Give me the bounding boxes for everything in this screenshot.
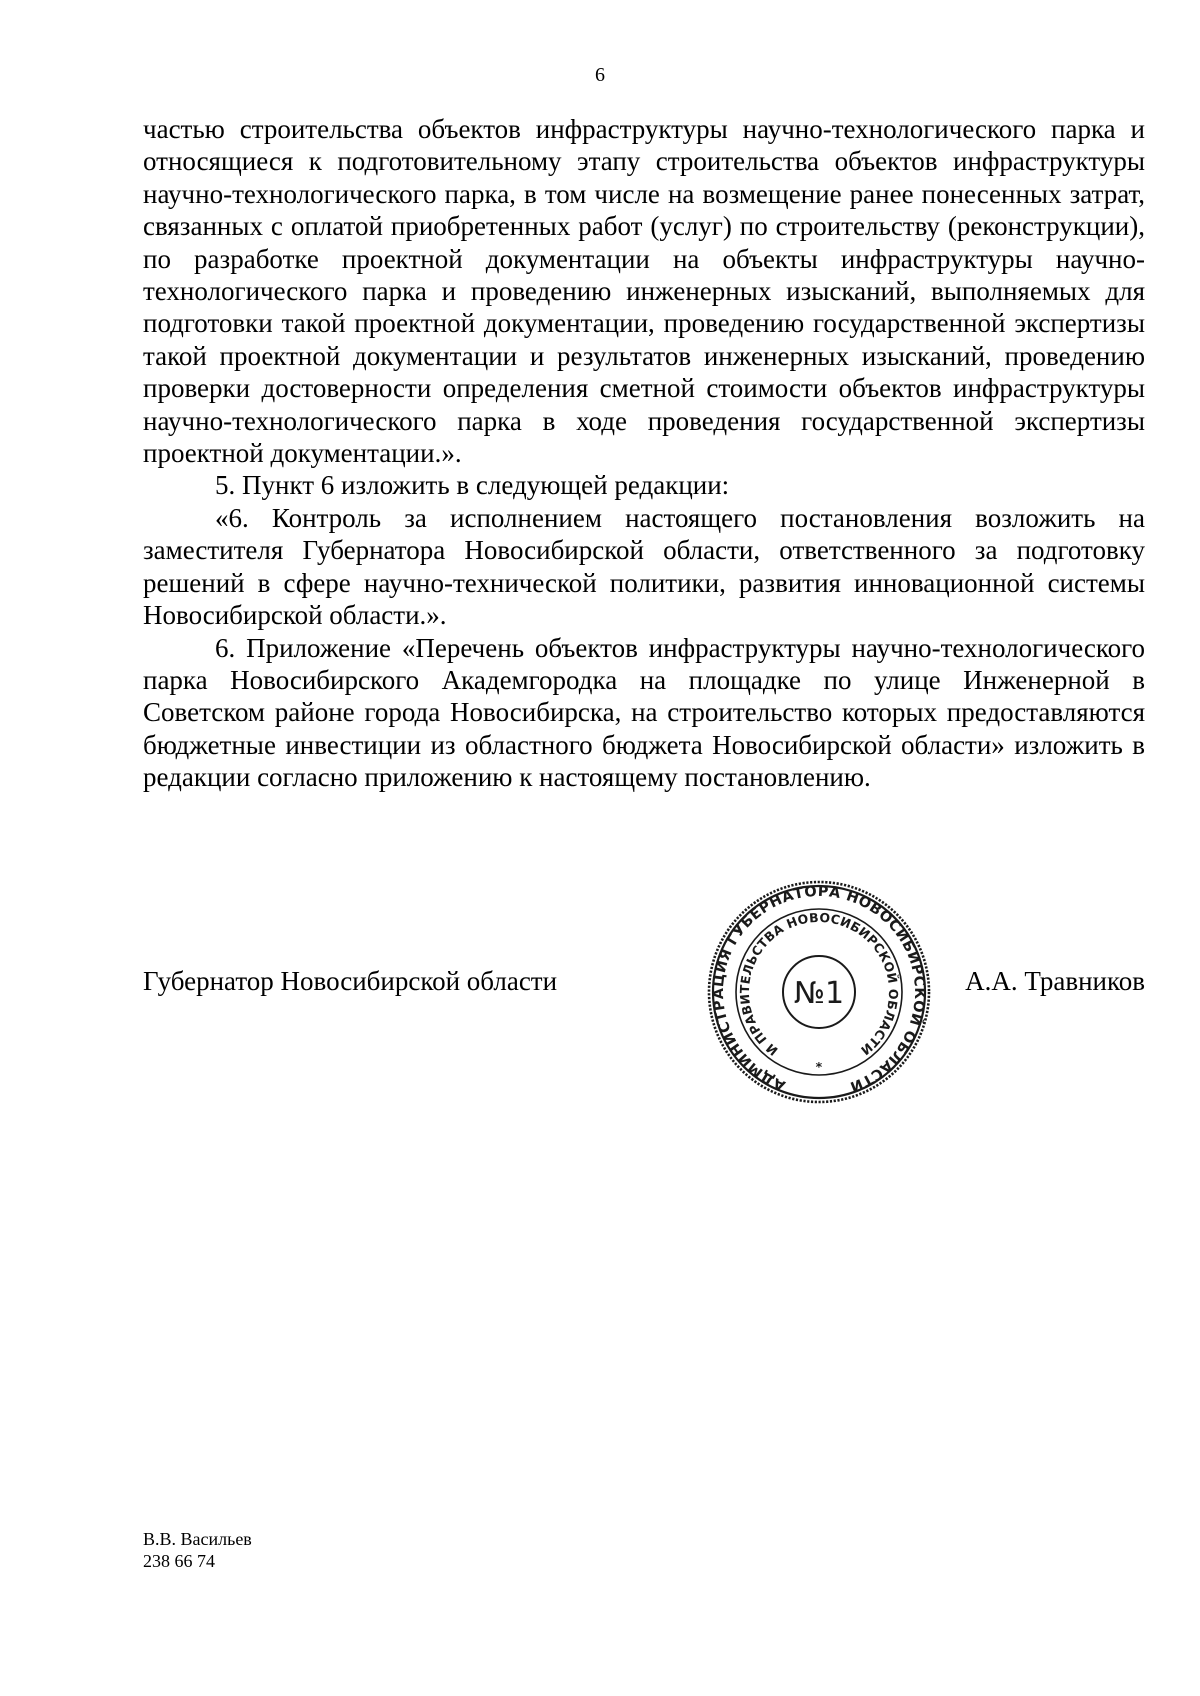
paragraph-continuation: частью строительства объектов инфраструктуры научно-технологического парка и относящиеся к подготовительному этапу строительства объектов инфраструктуры научно-технологического парка, в том числе на возмещение ранее понесенных затрат, связанных с оплатой приобретенных работ (услуг) по строительству (реконструкции), по разработке проектной документации на объекты инфраструктуры научно-технологического парка и проведению инженерных изысканий, выполняемых для подготовки такой проектной документации, проведению государственной экспертизы такой проектной документации и результатов инженерных изысканий, проведению проверки достоверности определения сметной стоимости объектов инфраструктуры научно-технологического парка в ходе проведения государственной экспертизы проектной документации.». <box>143 114 1145 469</box>
seal-inner-text: И ПРАВИТЕЛЬСТВА НОВОСИБИРСКОЙ ОБЛАСТИ <box>736 909 902 1059</box>
signature-block <box>143 963 1145 1003</box>
document-body <box>143 113 1145 794</box>
paragraph-item-6-appendix: 6. Приложение «Перечень объектов инфраструктуры научно-технологического парка Новосибирского Академгородка на площадке по улице Инженерной в Советском районе города Новосибирска, на строительство которых предоставляются бюджетные инвестиции из областного бюджета Новосибирской области» изложить в редакции согласно приложению к настоящему постановлению. <box>143 632 1145 793</box>
executor-name: В.В. Васильев <box>143 1529 252 1549</box>
signer-position: Губернатор Новосибирской области <box>143 966 558 996</box>
executor-info <box>143 1528 252 1572</box>
page-number: 6 <box>595 64 605 86</box>
seal-number: №1 <box>793 976 845 1011</box>
seal-graphic <box>706 879 932 1105</box>
paragraph-item-5: 5. Пункт 6 изложить в следующей редакции: <box>215 470 730 501</box>
seal-outer-text: АДМИНИСТРАЦИЯ ГУБЕРНАТОРА НОВОСИБИРСКОЙ ОБЛАСТИ <box>710 883 928 1095</box>
official-seal <box>706 879 932 1105</box>
seal-star: * <box>815 1059 823 1074</box>
executor-phone: 238 66 74 <box>143 1551 215 1571</box>
signer-name: А.А. Травников <box>965 966 1145 996</box>
paragraph-item-6-quote: «6. Контроль за исполнением настоящего постановления возложить на заместителя Губернатора Новосибирской области, ответственного за подготовку решений в сфере научно-технической политики, развития инновационной системы Новосибирской области.». <box>143 502 1145 631</box>
